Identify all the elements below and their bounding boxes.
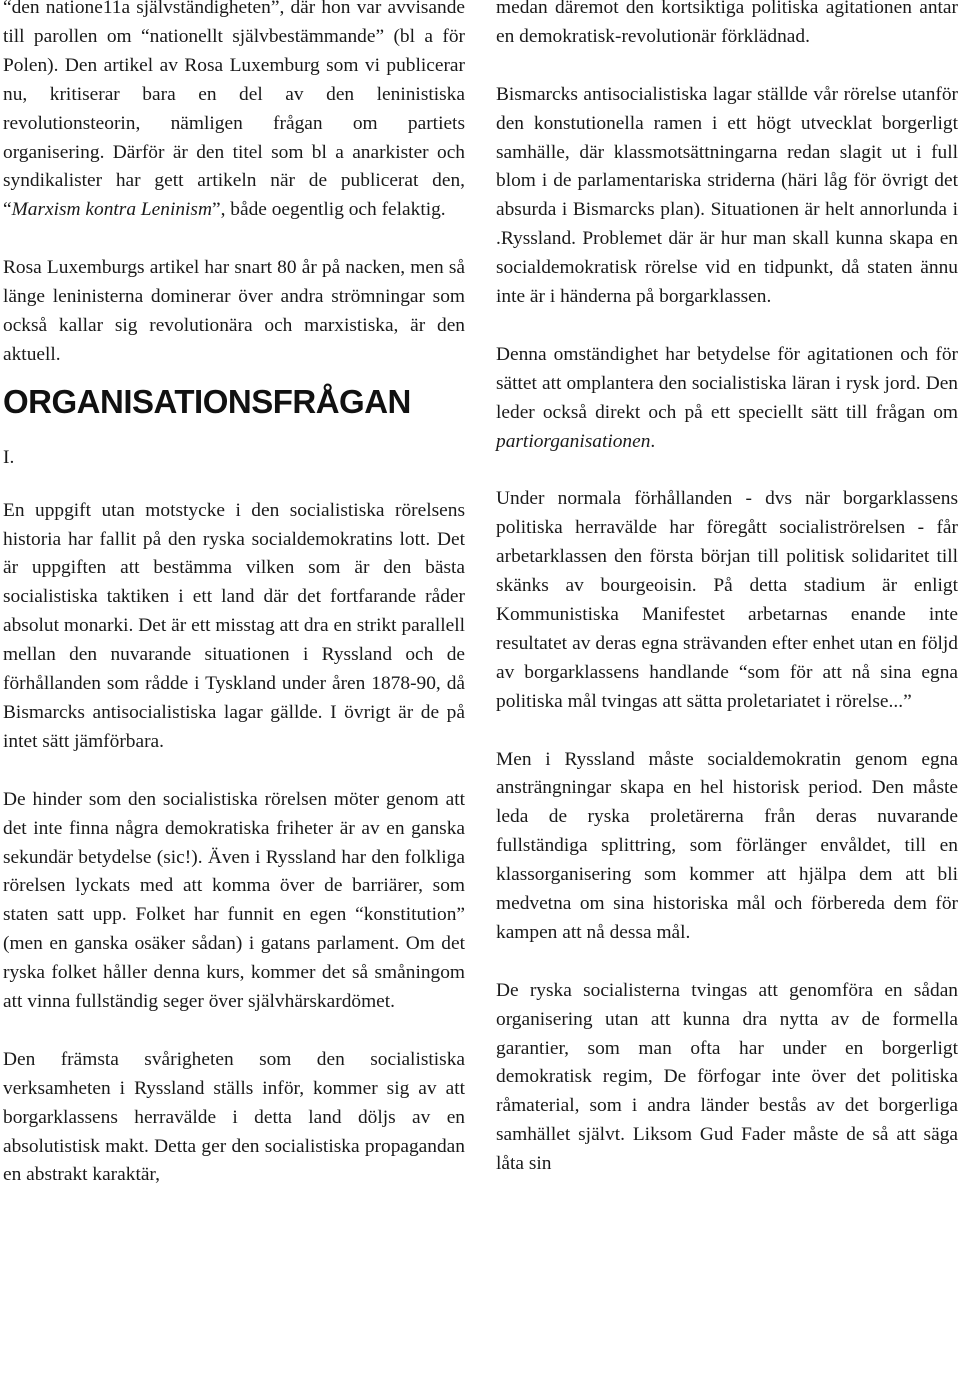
paragraph-russia: Men i Ryssland måste socialdemokratin genom egna ansträngningar skapa en hel historisk period. Den måste leda de ryska proletärerna från deras nuvarande fullständiga splittring, som förlänger envåldet, till en klassorganisering som kommer att hjälpa dem att bli medvetna om sina historiska mål och förbereda dem för kampen att nå dessa mål. xyxy=(496,748,958,943)
section-heading: ORGANISATIONSFRÅGAN xyxy=(3,382,411,420)
paragraph-task: En uppgift utan motstycke i den socialistiska rörelsens historia har fallit på den ryska socialdemokratins lott. Det är uppgiften att bestämma vilken som är den bästa socialistiska taktiken i ett land där det fortfarande råder absolut monarki. Det är ett misstag att dra en strikt parallell mellan den nuvarande situationen i Ryssland och de förhållanden som rådde i Tyskland under åren 1878-90, då Bismarcks antisocialistiska lagar gällde. I övrigt är de på intet sätt jämförbara. xyxy=(3,499,465,752)
paragraph-text: Denna omständighet har betydelse för agitationen och för sättet att omplantera den socialistiska läran i rysk jord. Den leder också direkt och på ett speciellt sätt till frågan om xyxy=(496,343,958,423)
paragraph-intro xyxy=(3,0,465,225)
section-number: I. xyxy=(3,446,15,468)
paragraph-organisation: De ryska socialisterna tvingas att genomföra en sådan organisering utan att kunna dra nytta av de formella garantier, som man ofta har under en borgerligt demokratisk regim, De förfogar inte över det politiska råmaterial, som i andra länder bestås av det borgerliga samhället självt. Liksom Gud Fader måste de så att säga låta sin xyxy=(496,979,958,1175)
paragraph-relevance: Rosa Luxemburgs artikel har snart 80 år på nacken, men så länge leninisterna dominerar över andra strömningar som också kallar sig revolutionära och marxistiska, är den aktuell. xyxy=(3,257,465,365)
paragraph-text: . xyxy=(650,430,656,452)
paragraph-agitation xyxy=(496,341,958,457)
paragraph-text: “den natione11a självständigheten”, där hon var avvisande till parollen om “nationellt självbestämmande” (bl a för Polen). Den artikel av Rosa Luxemburg som vi publicerar nu, kritiserar bara en del av den leninistiska revolutionsteorin, nämligen frågan om partiets organisering. Därför är den titel som bl a anarkister och syndikalister har gett artikeln när de publicerat den, “ xyxy=(3,0,465,221)
paragraph-difficulty: Den främsta svårigheten som den socialistiska verksamheten i Ryssland ställs inför, kommer sig av att borgarklassens herravälde i detta land döljs av en absolutistisk makt. Detta ger den socialistiska propagandan en abstrakt karaktär, xyxy=(3,1048,465,1186)
italic-title: Marxism kontra Leninism xyxy=(11,199,212,221)
paragraph-bismarck: Bismarcks antisocialistiska lagar ställde vår rörelse utanför den konstutionella ramen i ett högt utvecklat borgerligt samhälle, där klassmotsättningarna redan slagit ut i full blom i de parlamentariska striderna (häri låg för övrigt det absurda i Bismarcks plan). Situationen är helt annorlunda i .Ryssland. Problemet där är hur man skall kunna skapa en socialdemokratisk rörelse vid en tidpunkt, då staten ännu inte är i händerna på borgarklassen. xyxy=(496,83,958,308)
paragraph-obstacles: De hinder som den socialistiska rörelsen möter genom att det inte finna några demokratiska friheter är av en ganska sekundär betydelse (sic!). Även i Ryssland har den folkliga rörelsen lyckats med att komma över de barriärer, som staten satt upp. Folket har funnit en egen “konstitution” (men en ganska osäker sådan) i gatans parlament. Om det ryska folket håller denna kurs, kommer det så småningom att vinna fullständig seger över självhärskardömet. xyxy=(3,788,465,1013)
paragraph-normal-conditions: Under normala förhållanden - dvs när borgarklassens politiska herravälde har föregått socialiströrelsen - får arbetarklassen den första början till politisk solidaritet till skänks av bourgeoisin. På detta stadium är enligt Kommunistiska Manifestet arbetarnas enande inte resultatet av deras egna strävanden efter enhet utan en följd av borgarklassens handlande “som för att nå sina egna politiska mål tvingas att sätta proletariatet i rörelse...” xyxy=(496,488,958,712)
paragraph-text: ”, både oegentlig och felaktig. xyxy=(211,199,446,221)
right-column xyxy=(496,0,958,1208)
italic-term: partiorganisationen xyxy=(496,430,651,452)
left-column xyxy=(3,0,465,1219)
paragraph-continuation: medan däremot den kortsiktiga politiska agitationen antar en demokratisk-revolutionär förklädnad. xyxy=(496,0,958,47)
